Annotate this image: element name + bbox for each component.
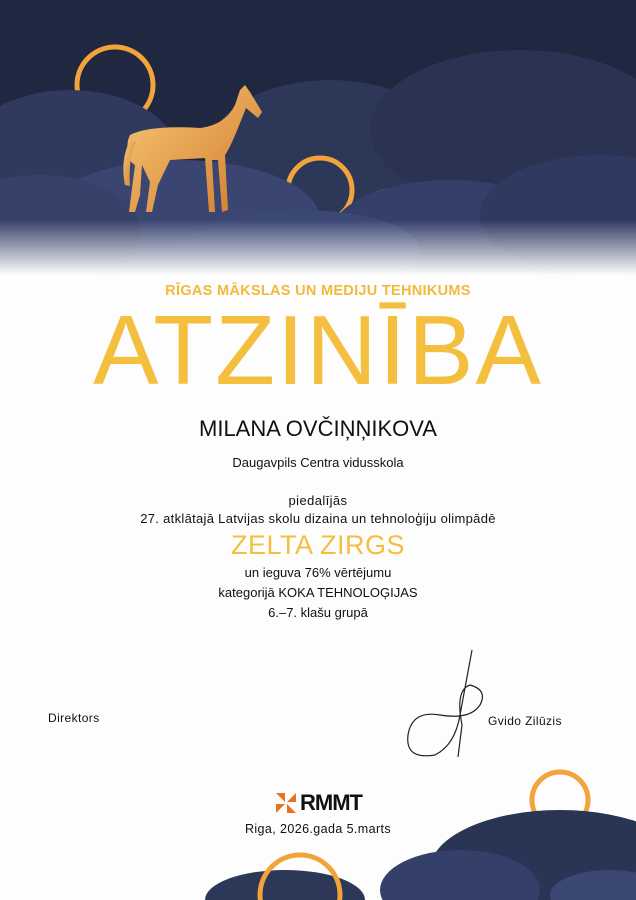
certificate-title: ATZINĪBA bbox=[93, 295, 543, 405]
logo-mark-icon bbox=[276, 793, 296, 813]
body-line-2: 27. atklātajā Latvijas skolu dizaina un tehnoloģiju olimpādē bbox=[140, 511, 496, 526]
recipient-name: MILANA OVČIŅŅIKOVA bbox=[199, 416, 437, 441]
body-line-5: 6.–7. klašu grupā bbox=[268, 605, 368, 620]
body-line-3: un ieguva 76% vērtējumu bbox=[244, 565, 392, 580]
director-label: Direktors bbox=[48, 711, 100, 725]
header-illustration bbox=[0, 0, 636, 275]
logo-text: RMMT bbox=[300, 790, 362, 815]
body-line-1: piedalījās bbox=[288, 493, 348, 508]
rmmt-logo bbox=[276, 792, 362, 814]
signature bbox=[400, 645, 490, 765]
institution-name: RĪGAS MĀKSLAS UN MEDIJU TEHNIKUMS bbox=[165, 283, 471, 299]
signatory-name: Gvido Zilūzis bbox=[488, 714, 562, 728]
recipient-school: Daugavpils Centra vidusskola bbox=[232, 455, 404, 470]
event-name: ZELTA ZIRGS bbox=[230, 530, 406, 560]
issue-date: Riga, 2026.gada 5.marts bbox=[244, 822, 392, 836]
body-line-4: kategorijā KOKA TEHNOLOĢIJAS bbox=[218, 585, 418, 600]
